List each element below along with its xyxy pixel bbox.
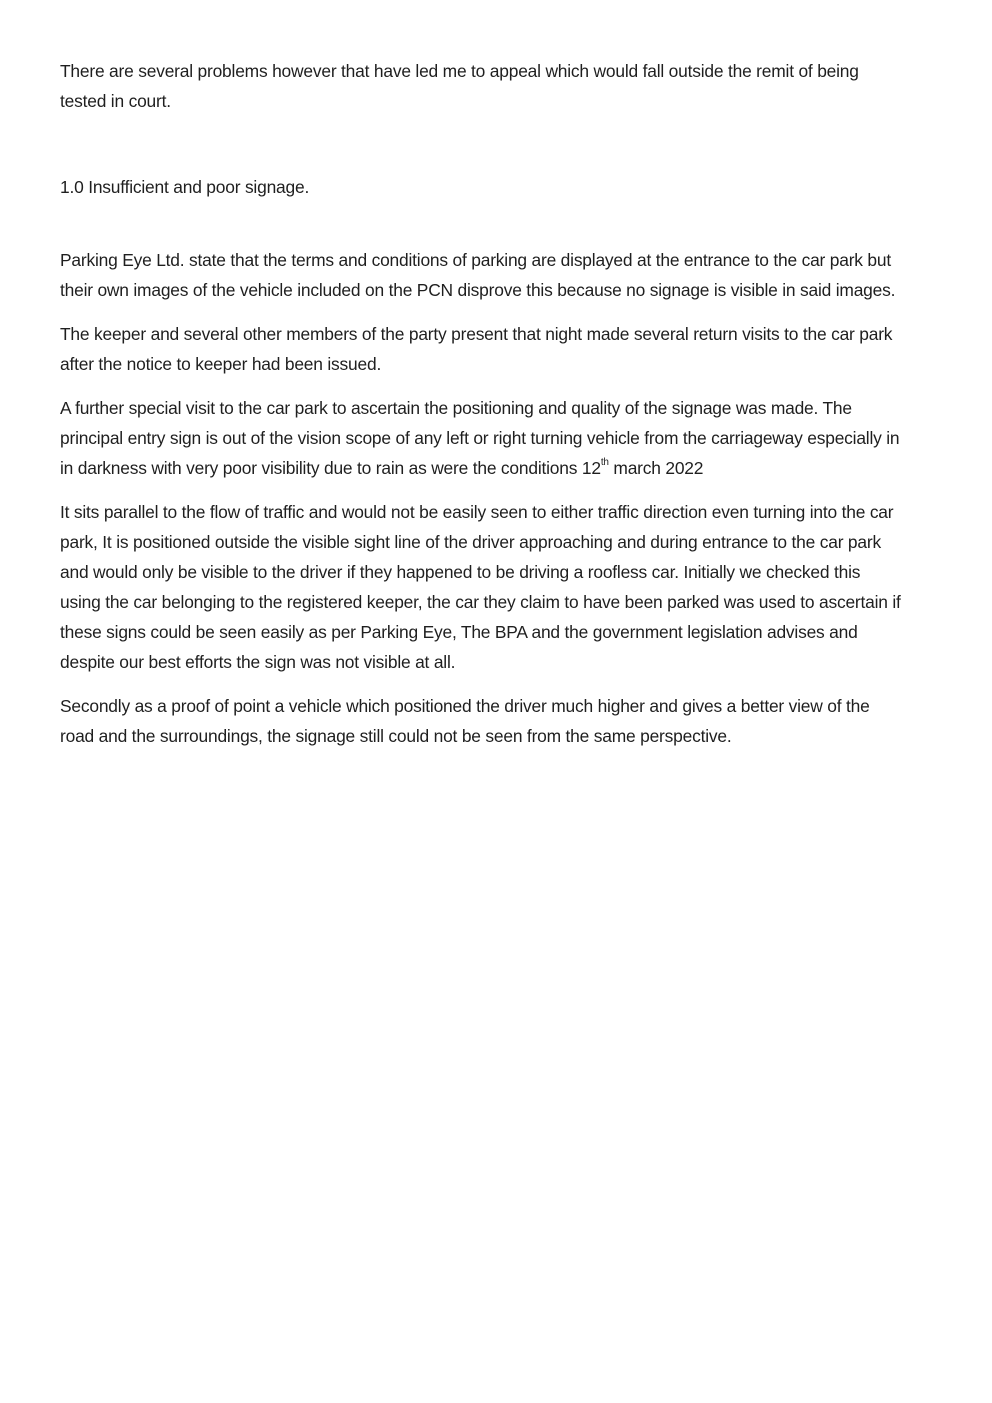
paragraph-sign-position — [60, 497, 940, 677]
intro-paragraph — [60, 56, 940, 116]
paragraph-return-visits — [60, 319, 940, 379]
text-line: despite our best efforts the sign was not visible at all. — [60, 652, 456, 672]
text-line: road and the surroundings, the signage still could not be seen from the same perspective. — [60, 726, 732, 746]
document-page — [60, 56, 940, 751]
date-text-end: march 2022 — [608, 458, 704, 478]
text-line: principal entry sign is out of the vision scope of any left or right turning vehicle from the carriageway especially in — [60, 428, 900, 448]
text-line: these signs could be seen easily as per Parking Eye, The BPA and the government legislation advises and — [60, 622, 858, 642]
text-line: A further special visit to the car park to ascertain the positioning and quality of the signage was made. The — [60, 398, 852, 418]
ordinal-superscript: th — [600, 457, 609, 469]
text-line: park, It is positioned outside the visible sight line of the driver approaching and during entrance to the car park — [60, 532, 881, 552]
section-heading — [60, 172, 940, 202]
heading-text: 1.0 Insufficient and poor signage. — [60, 177, 310, 197]
text-line: Secondly as a proof of point a vehicle which positioned the driver much higher and gives a better view of the — [60, 696, 870, 716]
text-line: and would only be visible to the driver if they happened to be driving a roofless car. Initially we checked this — [60, 562, 861, 582]
text-line-with-date — [60, 453, 940, 483]
text-line: Parking Eye Ltd. state that the terms and conditions of parking are displayed at the entrance to the car park but — [60, 250, 892, 270]
text-line: It sits parallel to the flow of traffic and would not be easily seen to either traffic direction even turning into the car — [60, 502, 894, 522]
paragraph-special-visit — [60, 393, 940, 483]
text-line: tested in court. — [60, 91, 171, 111]
text-line: The keeper and several other members of the party present that night made several return visits to the car park — [60, 324, 893, 344]
date-text-start: in darkness with very poor visibility due to rain as were the conditions 12 — [60, 458, 601, 478]
paragraph-signage-claim — [60, 245, 940, 305]
text-line: using the car belonging to the registered keeper, the car they claim to have been parked was used to ascertain if — [60, 592, 901, 612]
text-line: their own images of the vehicle included on the PCN disprove this because no signage is visible in said images. — [60, 280, 896, 300]
paragraph-proof-of-point — [60, 691, 940, 751]
text-line: after the notice to keeper had been issued. — [60, 354, 382, 374]
text-line: There are several problems however that have led me to appeal which would fall outside the remit of being — [60, 61, 859, 81]
